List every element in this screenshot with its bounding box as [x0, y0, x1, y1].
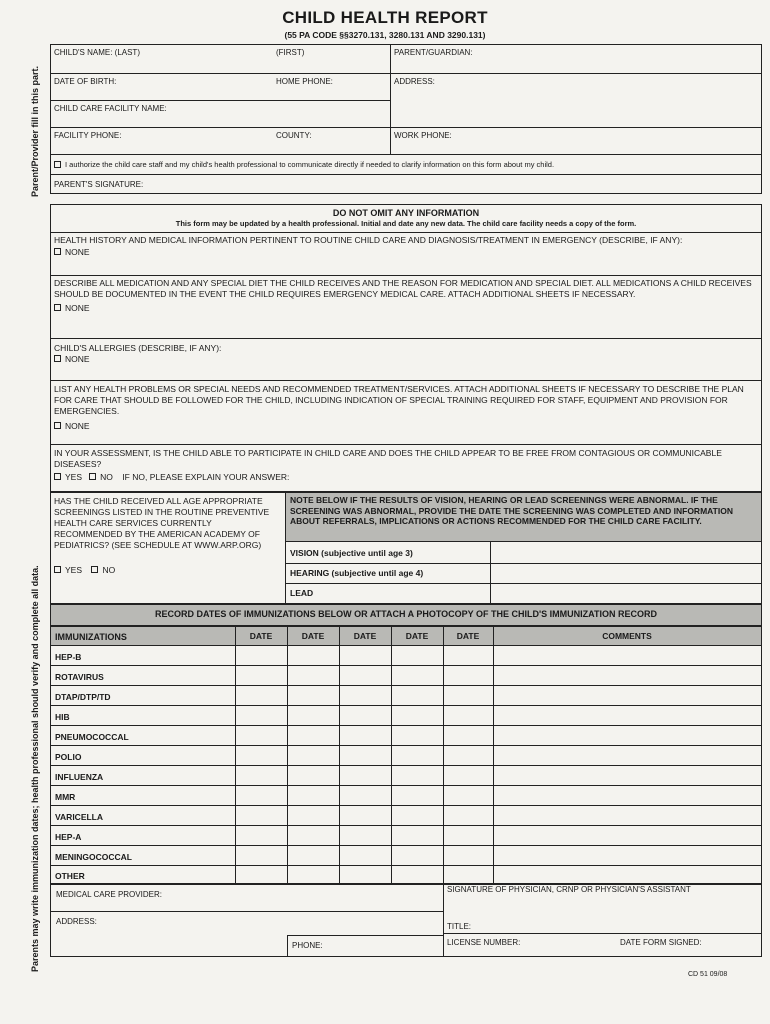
assessment-yes-checkbox[interactable]	[54, 473, 61, 480]
col-immunizations: IMMUNIZATIONS	[55, 632, 127, 642]
title-label: TITLE:	[447, 922, 472, 931]
assessment-answers	[54, 472, 289, 483]
none-label: NONE	[65, 303, 90, 313]
lead-label: LEAD	[290, 588, 314, 598]
date-signed-label: DATE FORM SIGNED:	[620, 938, 702, 947]
medication-none	[54, 303, 90, 314]
screening-no-checkbox[interactable]	[91, 566, 98, 573]
side-label-professional: Parents may write immunization dates; health professional should verify and complete all data.	[30, 565, 40, 972]
health-history-none-checkbox[interactable]	[54, 248, 61, 255]
assessment-explain-field[interactable]	[340, 472, 756, 490]
immunization-row-varicella: VARICELLA	[55, 812, 104, 822]
form-title: CHILD HEALTH REPORT	[282, 8, 488, 27]
immunization-row-pneumococcal: PNEUMOCOCCAL	[55, 732, 129, 742]
col-comments: COMMENTS	[602, 631, 652, 641]
parent-guardian-label: PARENT/GUARDIAN:	[394, 48, 473, 57]
yes-label: YES	[65, 565, 83, 575]
allergies-field[interactable]	[120, 354, 756, 378]
col-date-5: DATE	[456, 631, 480, 641]
problems-none-checkbox[interactable]	[54, 422, 61, 429]
col-date-1: DATE	[249, 631, 273, 641]
parent-signature-field[interactable]	[150, 178, 758, 192]
provider-phone-field[interactable]	[325, 938, 440, 955]
problems-none	[54, 421, 90, 432]
dob-field[interactable]	[54, 86, 274, 99]
immunization-row-rotavirus: ROTAVIRUS	[55, 672, 104, 682]
screening-answers	[54, 565, 115, 576]
immunization-row-meningococcal: MENINGOCOCCAL	[55, 852, 132, 862]
problems-field[interactable]	[120, 421, 756, 442]
form-id: CD 51 09/08	[688, 971, 728, 978]
medication-none-checkbox[interactable]	[54, 304, 61, 311]
facility-phone-label: FACILITY PHONE:	[54, 131, 122, 140]
yes-label: YES	[65, 472, 83, 482]
work-phone-field[interactable]	[394, 140, 758, 153]
assessment-question: IN YOUR ASSESSMENT, IS THE CHILD ABLE TO PARTICIPATE IN CHILD CARE AND DOES THE CHILD APPEAR TO BE FREE FROM CONTAGIOUS OR COMMUNICABLE DISEASES?	[54, 448, 722, 469]
col-date-2: DATE	[301, 631, 325, 641]
hearing-label: HEARING (subjective until age 4)	[290, 568, 424, 578]
health-history-none	[54, 247, 90, 258]
vision-label: VISION (subjective until age 3)	[290, 548, 413, 558]
health-history-field[interactable]	[120, 247, 756, 273]
allergies-none-checkbox[interactable]	[54, 355, 61, 362]
county-label: COUNTY:	[276, 131, 312, 140]
do-not-omit-heading: DO NOT OMIT ANY INFORMATION	[332, 208, 480, 218]
medication-question: DESCRIBE ALL MEDICATION AND ANY SPECIAL DIET THE CHILD RECEIVES AND THE REASON FOR MEDICATION AND SPECIAL DIET. ALL MEDICATIONS A CHILD RECEIVES SHOULD BE DOCUMENTED IN THE EVENT THE CHILD REQUIRES EMERGENCY MEDICAL CARE. ATTACH ADDITIONAL SHEETS IF NECESSARY.	[54, 278, 752, 299]
if-no-label: IF NO, PLEASE EXPLAIN YOUR ANSWER:	[122, 472, 290, 482]
allergies-question: CHILD'S ALLERGIES (DESCRIBE, IF ANY):	[54, 343, 222, 353]
physician-signature-label: SIGNATURE OF PHYSICIAN, CRNP OR PHYSICIAN'S ASSISTANT	[447, 885, 691, 894]
provider-address-field[interactable]	[100, 915, 440, 933]
col-date-3: DATE	[353, 631, 377, 641]
form-subtitle: (55 PA CODE §§3270.131, 3280.131 AND 3290.131)	[284, 30, 486, 40]
vision-field[interactable]	[492, 543, 758, 561]
authorize-text: I authorize the child care staff and my child's health professional to communicate directly if needed to clarify information on this form about my child.	[65, 160, 555, 169]
immunization-row-dtap: DTAP/DTP/TD	[55, 692, 111, 702]
none-label: NONE	[65, 247, 90, 257]
work-phone-label: WORK PHONE:	[394, 131, 452, 140]
address-label: ADDRESS:	[394, 77, 435, 86]
date-signed-field[interactable]	[700, 936, 760, 955]
immunization-row-other: OTHER	[55, 871, 85, 881]
none-label: NONE	[65, 354, 90, 364]
no-label: NO	[100, 472, 113, 482]
home-phone-field[interactable]	[276, 86, 388, 99]
dob-label: DATE OF BIRTH:	[54, 77, 117, 86]
medical-provider-label: MEDICAL CARE PROVIDER:	[56, 890, 162, 899]
license-number-field[interactable]	[520, 936, 616, 955]
address-field[interactable]	[394, 87, 758, 125]
license-number-label: LICENSE NUMBER:	[447, 938, 521, 947]
provider-phone-label: PHONE:	[292, 941, 323, 950]
allergies-none	[54, 354, 90, 365]
title-field[interactable]	[478, 919, 758, 932]
facility-phone-field[interactable]	[54, 140, 274, 153]
col-date-4: DATE	[405, 631, 429, 641]
immunization-row-influenza: INFLUENZA	[55, 772, 104, 782]
screening-note: NOTE BELOW IF THE RESULTS OF VISION, HEARING OR LEAD SCREENINGS WERE ABNORMAL. IF THE SCREENING WAS ABNORMAL, PROVIDE THE DATE THE SCREENING WAS COMPLETED AND INFORMATION ABOUT REFERRALS, IMPLICATIONS OR ACTIONS RECOMMENDED FOR THE CHILD CARE FACILITY.	[290, 495, 733, 526]
immunization-row-polio: POLIO	[55, 752, 82, 762]
child-name-first-label: (FIRST)	[276, 48, 305, 57]
medical-provider-field[interactable]	[160, 888, 440, 908]
immunization-row-hib: HIB	[55, 712, 70, 722]
immunization-row-hep-a: HEP-A	[55, 832, 82, 842]
home-phone-label: HOME PHONE:	[276, 77, 333, 86]
facility-name-field[interactable]	[54, 114, 388, 126]
health-subheading: This form may be updated by a health professional. Initial and date any new data. The child care facility needs a copy of the form.	[175, 219, 637, 228]
county-field[interactable]	[276, 140, 388, 153]
health-history-question: HEALTH HISTORY AND MEDICAL INFORMATION PERTINENT TO ROUTINE CHILD CARE AND DIAGNOSIS/TREATMENT IN EMERGENCY (DESCRIBE, IF ANY):	[54, 235, 683, 245]
parent-signature-label: PARENT'S SIGNATURE:	[54, 180, 144, 189]
facility-name-label: CHILD CARE FACILITY NAME:	[54, 104, 167, 113]
physician-signature-field[interactable]	[447, 896, 759, 916]
assessment-no-checkbox[interactable]	[89, 473, 96, 480]
screening-yes-checkbox[interactable]	[54, 566, 61, 573]
authorize-checkbox[interactable]	[54, 161, 61, 168]
screening-question: HAS THE CHILD RECEIVED ALL AGE APPROPRIATE SCREENINGS LISTED IN THE ROUTINE PREVENTIVE HEALTH CARE SERVICES CURRENTLY RECOMMENDED BY THE AMERICAN ACADEMY OF PEDIATRICS? (SEE SCHEDULE AT WWW.ARP.ORG)	[54, 496, 270, 550]
immunization-date-entry-grid[interactable]	[236, 646, 761, 883]
provider-address-label: ADDRESS:	[56, 917, 97, 926]
parent-guardian-field[interactable]	[394, 58, 758, 72]
lead-field[interactable]	[492, 585, 758, 602]
medication-field[interactable]	[120, 303, 756, 336]
no-label: NO	[102, 565, 116, 575]
none-label: NONE	[65, 421, 90, 431]
problems-question: LIST ANY HEALTH PROBLEMS OR SPECIAL NEEDS AND RECOMMENDED TREATMENT/SERVICES. ATTACH ADDITIONAL SHEETS IF NECESSARY TO DESCRIBE THE PLAN FOR CARE THAT SHOULD BE FOLLOWED FOR THE CHILD, INCLUDING INDICATION OF SPECIAL TRAINING REQUIRED FOR STAFF, EQUIPMENT AND PROVISION FOR EMERGENCIES.	[54, 384, 744, 416]
side-label-parent: Parent/Provider fill in this part.	[30, 65, 40, 197]
authorize-row	[54, 160, 554, 169]
hearing-field[interactable]	[492, 565, 758, 581]
immunization-banner-text: RECORD DATES OF IMMUNIZATIONS BELOW OR ATTACH A PHOTOCOPY OF THE CHILD'S IMMUNIZATION RECORD	[155, 609, 657, 619]
child-name-last-label: CHILD'S NAME: (LAST)	[54, 48, 140, 57]
child-name-last-field[interactable]	[54, 58, 388, 72]
immunization-row-mmr: MMR	[55, 792, 76, 802]
immunization-row-hep-b: HEP-B	[55, 652, 82, 662]
